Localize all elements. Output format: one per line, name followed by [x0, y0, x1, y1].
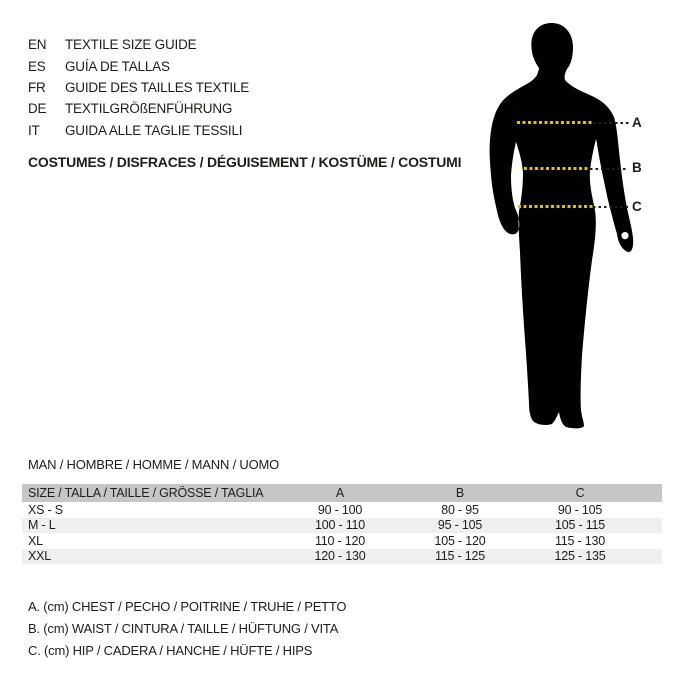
size-table-header-row: [22, 484, 662, 502]
list-item: [28, 34, 249, 55]
measurement-legend: [28, 596, 346, 662]
size-cell: XL: [28, 533, 43, 548]
language-label: TEXTILGRÖßENFÜHRUNG: [65, 101, 233, 117]
spacer-cell: [640, 518, 662, 534]
hip-measure-line-on-body: [518, 205, 593, 208]
size-column-header: SIZE / TALLA / TAILLE / GRÖSSE / TAGLIA: [28, 485, 264, 500]
value-cell-b: 80 - 95: [441, 503, 479, 517]
legend-waist: B. (cm) WAIST / CINTURA / TAILLE / HÜFTUNG / VITA: [28, 621, 339, 636]
legend-chest: A. (cm) CHEST / PECHO / POITRINE / TRUHE / PETTO: [28, 599, 347, 614]
language-code: ES: [28, 58, 46, 74]
language-label: GUÍA DE TALLAS: [65, 58, 170, 74]
list-item: [28, 98, 249, 119]
value-cell-c: 115 - 130: [554, 533, 606, 548]
spacer-cell: [640, 533, 662, 549]
size-cell: XS - S: [28, 503, 63, 517]
language-label: TEXTILE SIZE GUIDE: [65, 37, 197, 53]
chest-measure-line-leader: [593, 122, 629, 124]
language-label: GUIDE DES TAILLES TEXTILE: [65, 79, 250, 95]
language-code: IT: [28, 122, 40, 138]
value-cell-a: 110 - 120: [314, 533, 366, 548]
chest-measure-label: A: [632, 115, 642, 130]
category-title: COSTUMES / DISFRACES / DÉGUISEMENT / KOSTÜME / COSTUMI: [28, 154, 462, 170]
value-cell-a: 120 - 130: [314, 549, 366, 564]
spacer-cell: [640, 502, 662, 518]
language-code: EN: [28, 37, 47, 53]
man-silhouette-image: [485, 20, 645, 430]
table-row: [22, 549, 662, 565]
language-code: DE: [28, 101, 47, 117]
value-cell-c: 125 - 135: [554, 549, 606, 564]
hip-measure-label: C: [632, 199, 642, 214]
size-section-title: MAN / HOMBRE / HOMME / MANN / UOMO: [28, 457, 280, 472]
table-row: [22, 518, 662, 534]
waist-measure-line-leader: [590, 168, 627, 170]
value-cell-c: 105 - 115: [554, 518, 606, 533]
value-cell-b: 105 - 120: [434, 533, 486, 548]
value-cell-b: 95 - 105: [437, 518, 483, 533]
value-cell-a: 100 - 110: [314, 518, 366, 533]
list-item: [28, 55, 249, 76]
spacer-cell: [640, 549, 662, 565]
language-size-guide-list: [28, 34, 249, 141]
size-table: [22, 484, 662, 564]
column-header-a: A: [335, 485, 345, 500]
list-item: [28, 77, 249, 98]
size-cell: M - L: [28, 518, 56, 533]
column-header-c: C: [575, 485, 585, 500]
value-cell-a: 90 - 100: [317, 503, 363, 517]
chest-measure-line-on-body: [517, 121, 593, 124]
column-header-b: B: [455, 485, 465, 500]
legend-hip: C. (cm) HIP / CADERA / HANCHE / HÜFTE / HIPS: [28, 643, 313, 658]
language-code: FR: [28, 79, 46, 95]
waist-measure-line-on-body: [524, 167, 590, 170]
table-row: [22, 502, 662, 518]
value-cell-b: 115 - 125: [434, 549, 486, 564]
table-row: [22, 533, 662, 549]
waist-measure-label: B: [632, 160, 642, 175]
value-cell-c: 90 - 105: [557, 503, 603, 517]
size-cell: XXL: [28, 549, 52, 564]
hip-measure-line-leader: [593, 206, 628, 208]
language-label: GUIDA ALLE TAGLIE TESSILI: [65, 122, 243, 138]
man-silhouette-path: [490, 23, 634, 428]
list-item: [28, 120, 249, 141]
column-header-spacer: [640, 484, 662, 502]
